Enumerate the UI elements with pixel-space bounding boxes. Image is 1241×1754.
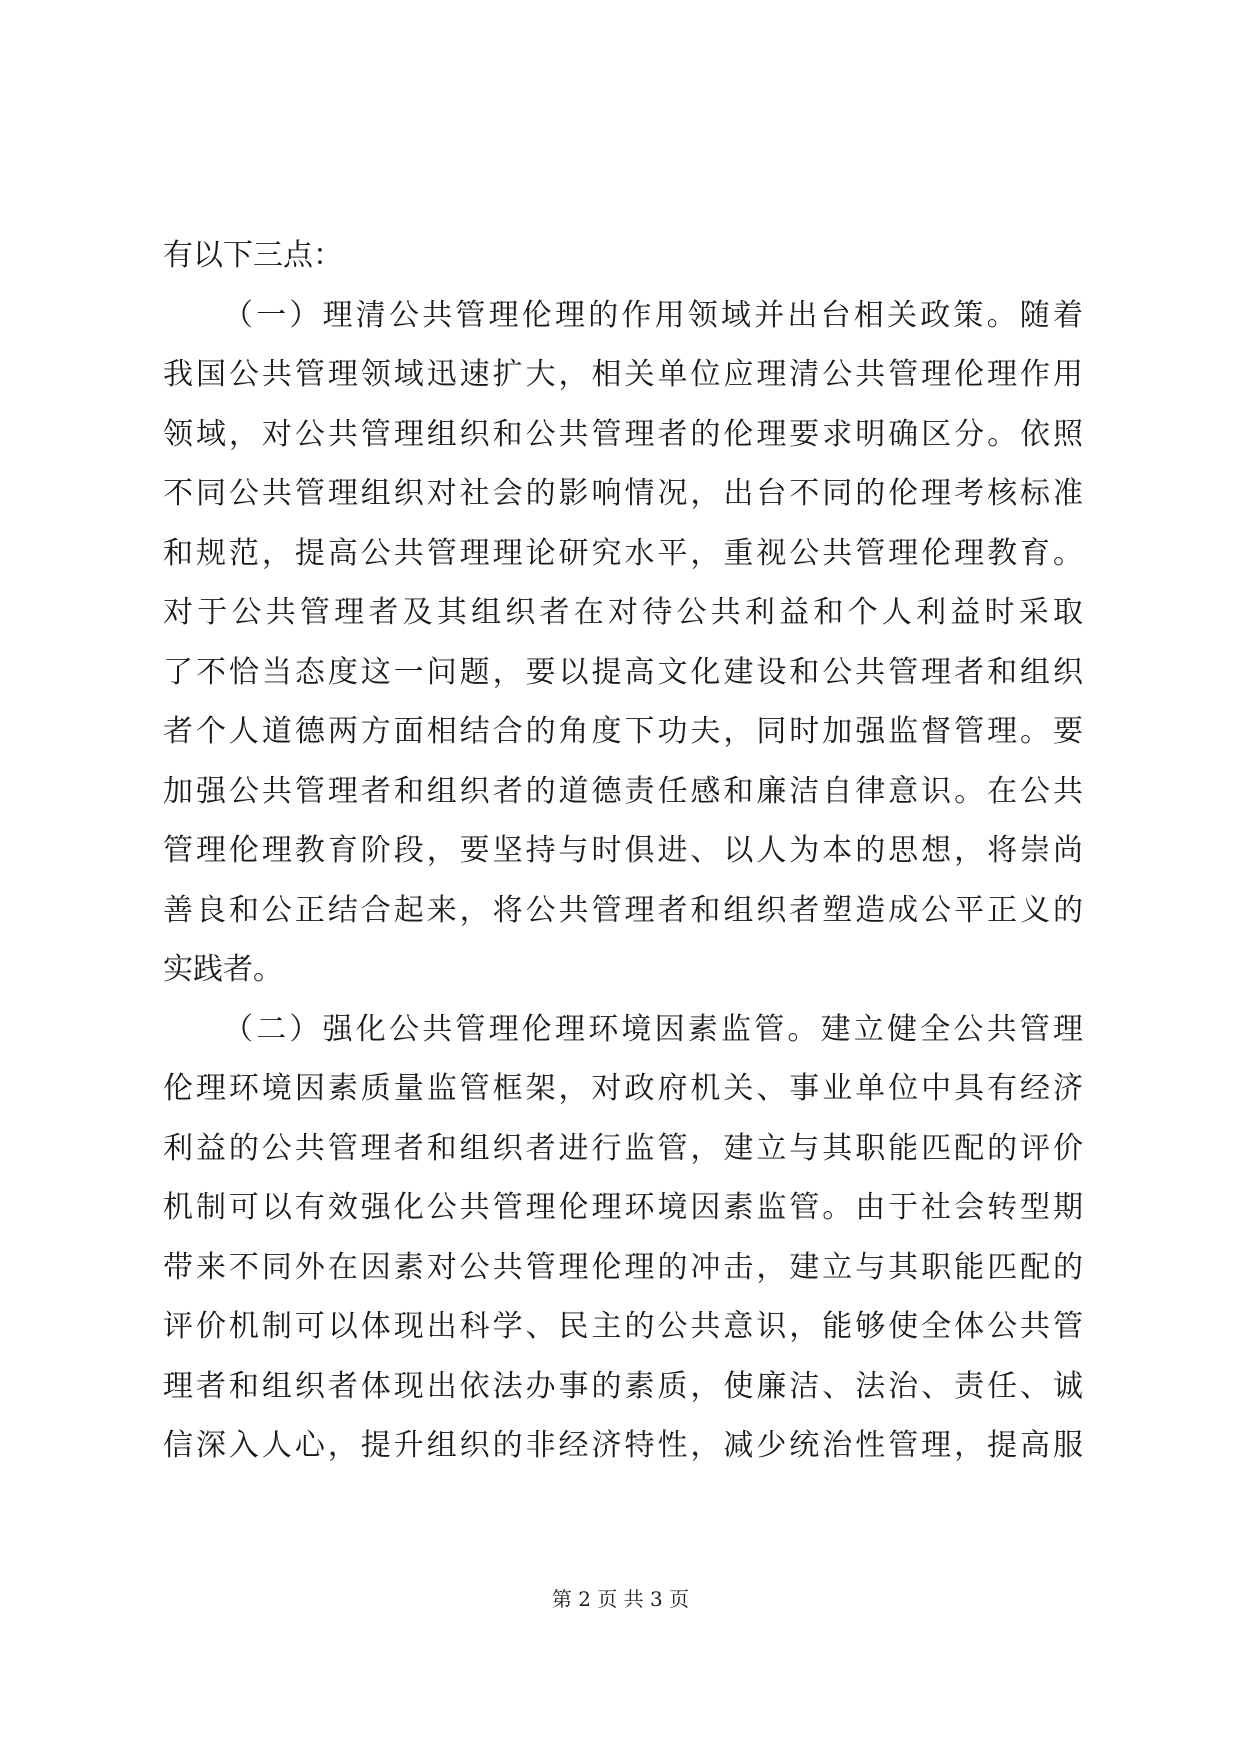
text-line: 对于公共管理者及其组织者在对待公共利益和个人利益时采取 bbox=[163, 595, 1083, 630]
text-line: 实践者。 bbox=[163, 952, 283, 987]
text-line: 利益的公共管理者和组织者进行监管，建立与其职能匹配的评价 bbox=[163, 1130, 1083, 1166]
text-line: 带来不同外在因素对公共管理伦理的冲击，建立与其职能匹配的 bbox=[163, 1249, 1083, 1285]
text-line: 机制可以有效强化公共管理伦理环境因素监管。由于社会转型期 bbox=[163, 1190, 1083, 1225]
text-line: （一）理清公共管理伦理的作用领域并出台相关政策。随着 bbox=[223, 297, 1083, 333]
page-number-footer: 第 2 页 共 3 页 bbox=[551, 1587, 690, 1611]
text-line: 善良和公正结合起来，将公共管理者和组织者塑造成公平正义的 bbox=[163, 892, 1083, 928]
text-line: 评价机制可以体现出科学、民主的公共意识，能够使全体公共管 bbox=[163, 1309, 1083, 1344]
text-line: 有以下三点： bbox=[163, 238, 343, 273]
text-line: 领域，对公共管理组织和公共管理者的伦理要求明确区分。依照 bbox=[163, 416, 1083, 452]
text-line: 我国公共管理领域迅速扩大，相关单位应理清公共管理伦理作用 bbox=[163, 357, 1083, 392]
document-body bbox=[163, 226, 1083, 1476]
text-line: 理者和组织者体现出依法办事的素质，使廉洁、法治、责任、诚 bbox=[163, 1368, 1083, 1404]
text-line: 伦理环境因素质量监管框架，对政府机关、事业单位中具有经济 bbox=[163, 1071, 1083, 1106]
text-line: 了不恰当态度这一问题，要以提高文化建设和公共管理者和组织 bbox=[163, 654, 1083, 690]
text-line: 加强公共管理者和组织者的道德责任感和廉洁自律意识。在公共 bbox=[163, 773, 1083, 809]
text-line: 和规范，提高公共管理理论研究水平，重视公共管理伦理教育。 bbox=[163, 535, 1083, 571]
text-line: 管理伦理教育阶段，要坚持与时俱进、以人为本的思想，将崇尚 bbox=[163, 833, 1083, 868]
text-line: 信深入人心，提升组织的非经济特性，减少统治性管理，提高服 bbox=[163, 1428, 1083, 1463]
text-line: （二）强化公共管理伦理环境因素监管。建立健全公共管理 bbox=[223, 1011, 1083, 1047]
text-line: 不同公共管理组织对社会的影响情况，出台不同的伦理考核标准 bbox=[163, 476, 1083, 511]
text-line: 者个人道德两方面相结合的角度下功夫，同时加强监督管理。要 bbox=[163, 714, 1083, 749]
